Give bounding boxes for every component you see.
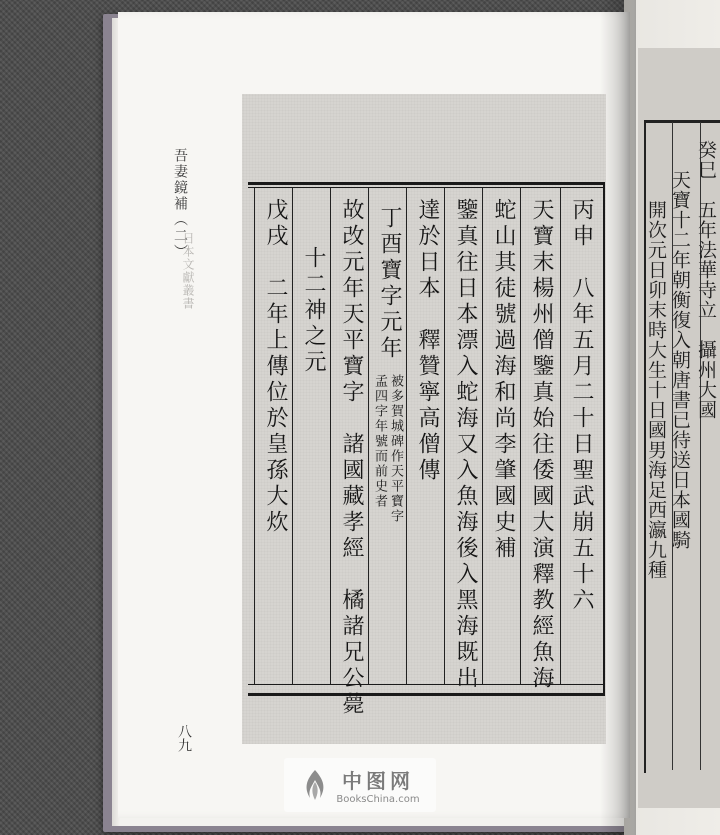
manuscript-column: 十二神之元 <box>301 246 326 376</box>
annotation-left: 孟四字年號而前史者 <box>372 374 387 509</box>
column-rule <box>254 188 255 684</box>
column-rule <box>368 188 369 684</box>
column-rule <box>444 188 445 684</box>
watermark-url: BooksChina.com <box>336 794 420 805</box>
column-rule <box>560 188 561 684</box>
running-head: 吾妻鏡補（二） <box>172 148 188 260</box>
manuscript-column: 蛇山其徒號過海和尚李肇國史補 <box>491 198 516 562</box>
column-rule <box>292 188 293 684</box>
manuscript-column: 丁酉寶字元年 <box>377 206 402 362</box>
manuscript-column: 鑒真往日本漂入蛇海又入魚海後入黑海既出 <box>453 198 478 692</box>
page-number: 八九 <box>176 724 192 752</box>
flame-logo-icon <box>300 768 330 802</box>
column-rule <box>520 188 521 684</box>
manuscript-column: 丙申 八年五月二十日聖武崩五十六 <box>569 198 594 614</box>
manuscript-column: 故改元年天平寶字 諸國藏孝經 橘諸兄公薨 <box>339 198 364 718</box>
series-title: 日本文獻叢書 <box>181 232 195 310</box>
right-column: 癸巳 五年法華寺立 攝州大國 <box>695 140 717 420</box>
annotation-right: 被多賀城碑作天平寶字 <box>388 374 403 524</box>
right-page <box>624 0 720 835</box>
column-rule <box>406 188 407 684</box>
watermark <box>284 758 436 812</box>
column-rule <box>330 188 331 684</box>
right-column: 天寶十二年朝衡復入朝唐書已待送日本國騎 <box>669 170 691 550</box>
manuscript-column: 天寶末楊州僧鑒真始往倭國大演釋教經魚海 <box>529 198 554 692</box>
manuscript-column: 達於日本 釋贊寧高僧傳 <box>415 198 440 484</box>
manuscript-column: 戊戌 二年上傳位於皇孫大炊 <box>263 198 288 536</box>
right-column: 開次元日卯末時大生十日國男海足西瀛九種 <box>645 200 667 580</box>
watermark-name: 中图网 <box>341 769 414 793</box>
column-rule <box>482 188 483 684</box>
frame-inner-line <box>248 187 603 188</box>
